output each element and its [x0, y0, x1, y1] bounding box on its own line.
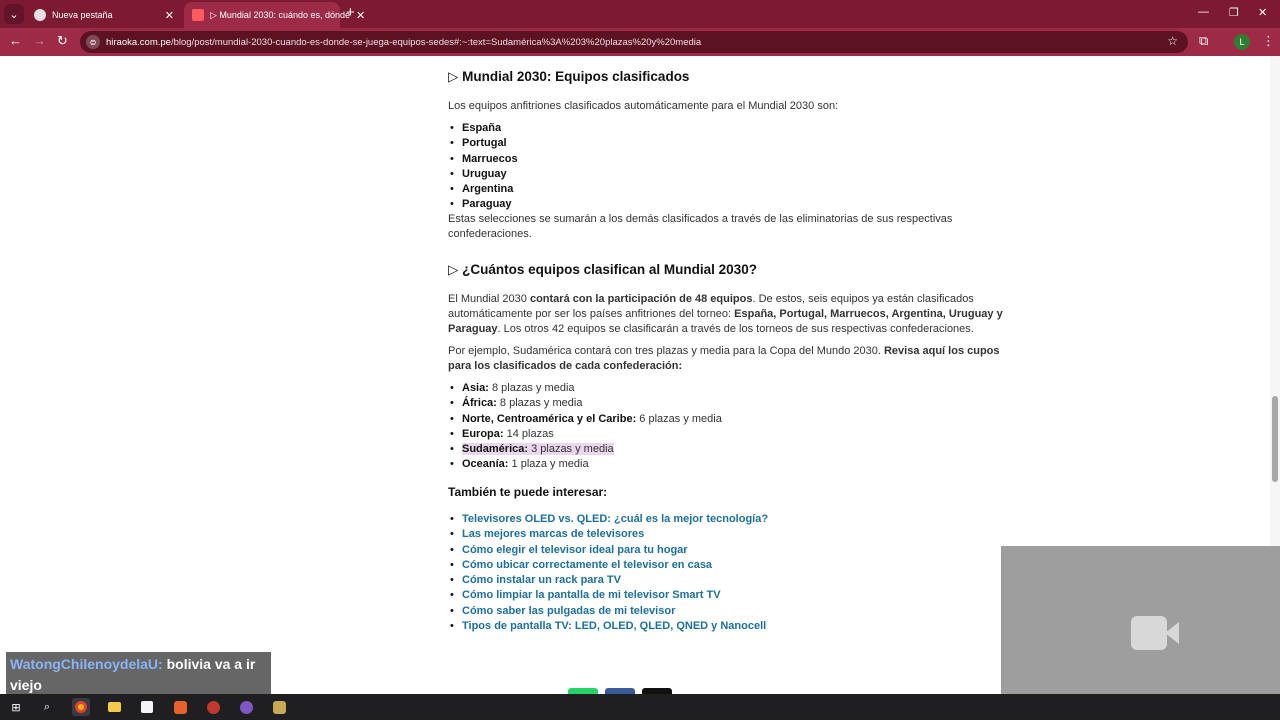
list-item: [448, 604, 768, 619]
chat-message: bolivia va a ir viejo: [10, 656, 256, 693]
extensions-icon[interactable]: ⧉: [1199, 33, 1209, 48]
close-icon[interactable]: ✕: [356, 9, 366, 22]
chat-username: WatongChilenoydelaU:: [10, 656, 163, 672]
section-heading-cuantos-equipos: ▷ ¿Cuántos equipos clasifican al Mundial 2030?: [448, 262, 757, 277]
list-item-highlighted: • Sudamérica: 3 plazas y media: [448, 442, 722, 457]
related-link[interactable]: Cómo limpiar la pantalla de mi televisor Smart TV: [462, 589, 721, 602]
list-item: [448, 558, 768, 573]
restore-icon[interactable]: ❐: [1229, 7, 1239, 19]
list-item: • Norte, Centroamérica y el Caribe: 6 plazas y media: [448, 412, 722, 427]
related-heading: También te puede interesar:: [448, 485, 608, 499]
participation-paragraph: El Mundial 2030 contará con la participación de 48 equipos. De estos, seis equipos ya están clasificados automáticamente por ser los países anfitriones del torneo: España, Portugal, Marruecos, Argentina, Uruguay y Paraguay. Los otros 42 equipos se clasificarán a través de los torneos de sus respectivas confederaciones.: [448, 293, 1003, 335]
window-close-icon[interactable]: ✕: [1258, 7, 1268, 19]
chat-overlay: [6, 652, 271, 696]
search-icon[interactable]: ⌕: [43, 700, 51, 713]
related-link[interactable]: Cómo saber las pulgadas de mi televisor: [462, 604, 676, 617]
related-link[interactable]: Las mejores marcas de televisores: [462, 528, 645, 541]
app-icon-red[interactable]: [204, 698, 222, 716]
chrome-taskbar-icon[interactable]: [72, 698, 90, 716]
tab-strip: [0, 0, 1280, 28]
menu-icon[interactable]: ⋮: [1262, 33, 1275, 48]
taskbar: [0, 694, 1280, 720]
outro-paragraph: Estas selecciones se sumarán a los demás clasificados a través de las eliminatorias de sus respectivas confederaciones.: [448, 213, 953, 240]
list-item: • Argentina: [448, 182, 518, 197]
list-item: • Portugal: [448, 136, 518, 151]
address-bar[interactable]: [80, 31, 1188, 53]
app-icon-orange[interactable]: [171, 698, 189, 716]
list-item: • África: 8 plazas y media: [448, 396, 722, 411]
file-explorer-icon[interactable]: [105, 698, 123, 716]
video-camera-icon: [1131, 616, 1167, 650]
list-item: [448, 573, 768, 588]
list-item: • Uruguay: [448, 167, 518, 182]
forward-icon[interactable]: →: [33, 33, 46, 48]
tab-title: ▷ Mundial 2030: cuándo es, dónde: [210, 9, 351, 20]
confederation-quota-list: [448, 381, 722, 473]
related-link[interactable]: Cómo ubicar correctamente el televisor en casa: [462, 558, 713, 571]
related-link[interactable]: Televisores OLED vs. QLED: ¿cuál es la mejor tecnología?: [462, 513, 769, 525]
scrollbar-thumb[interactable]: [1272, 396, 1278, 482]
related-links-list: [448, 512, 768, 634]
related-link[interactable]: Tipos de pantalla TV: LED, OLED, QLED, QNED y Nanocell: [462, 620, 767, 633]
back-icon[interactable]: ←: [9, 33, 22, 48]
tab-search-button[interactable]: ⌄: [4, 4, 24, 24]
app-icon-gold[interactable]: [270, 698, 288, 716]
bookmark-star-icon[interactable]: ☆: [1167, 34, 1178, 48]
store-icon[interactable]: [138, 698, 156, 716]
tab-mundial-2030[interactable]: [184, 2, 366, 28]
list-item: [448, 527, 768, 542]
intro-paragraph: Los equipos anfitriones clasificados automáticamente para el Mundial 2030 son:: [448, 100, 839, 112]
section-heading-equipos-clasificados: ▷ Mundial 2030: Equipos clasificados: [448, 69, 690, 84]
list-item: [448, 512, 768, 527]
list-item: [448, 543, 768, 558]
new-tab-button[interactable]: +: [346, 4, 355, 21]
list-item: • Marruecos: [448, 152, 518, 167]
list-item: • Europa: 14 plazas: [448, 427, 722, 442]
reload-icon[interactable]: ↻: [57, 33, 68, 48]
example-paragraph: Por ejemplo, Sudamérica contará con tres plazas y media para la Copa del Mundo 2030. Revisa aquí los cupos para los clasificados de cada confederación:: [448, 345, 1000, 372]
web-page: [0, 56, 1280, 694]
related-link[interactable]: Cómo instalar un rack para TV: [462, 574, 621, 587]
profile-avatar[interactable]: L: [1234, 34, 1250, 50]
list-item: • Oceanía: 1 plaza y media: [448, 457, 722, 472]
list-item: • Paraguay: [448, 197, 518, 212]
tab-title: Nueva pestaña: [52, 10, 113, 20]
host-teams-list: [448, 121, 518, 213]
app-icon-purple[interactable]: [237, 698, 255, 716]
windows-start-icon[interactable]: ⊞: [11, 701, 21, 714]
close-icon[interactable]: ✕: [164, 9, 174, 22]
list-item: • Asia: 8 plazas y media: [448, 381, 722, 396]
browser-toolbar: [0, 28, 1280, 56]
site-favicon-icon: [192, 9, 204, 21]
related-link[interactable]: Cómo elegir el televisor ideal para tu hogar: [462, 543, 688, 556]
chrome-icon: [34, 9, 46, 21]
site-info-icon[interactable]: ⊜: [86, 35, 100, 49]
minimize-icon[interactable]: —: [1198, 6, 1209, 18]
list-item: • España: [448, 121, 518, 136]
list-item: [448, 588, 768, 603]
video-overlay-panel: [1001, 546, 1280, 694]
list-item: [448, 619, 768, 634]
url-text[interactable]: hiraoka.com.pe/blog/post/mundial-2030-cuando-es-donde-se-juega-equipos-sedes#:~:text=Sudamérica%3A%203%20plazas%20y%20media: [106, 36, 702, 48]
tab-new-tab[interactable]: [26, 2, 182, 28]
